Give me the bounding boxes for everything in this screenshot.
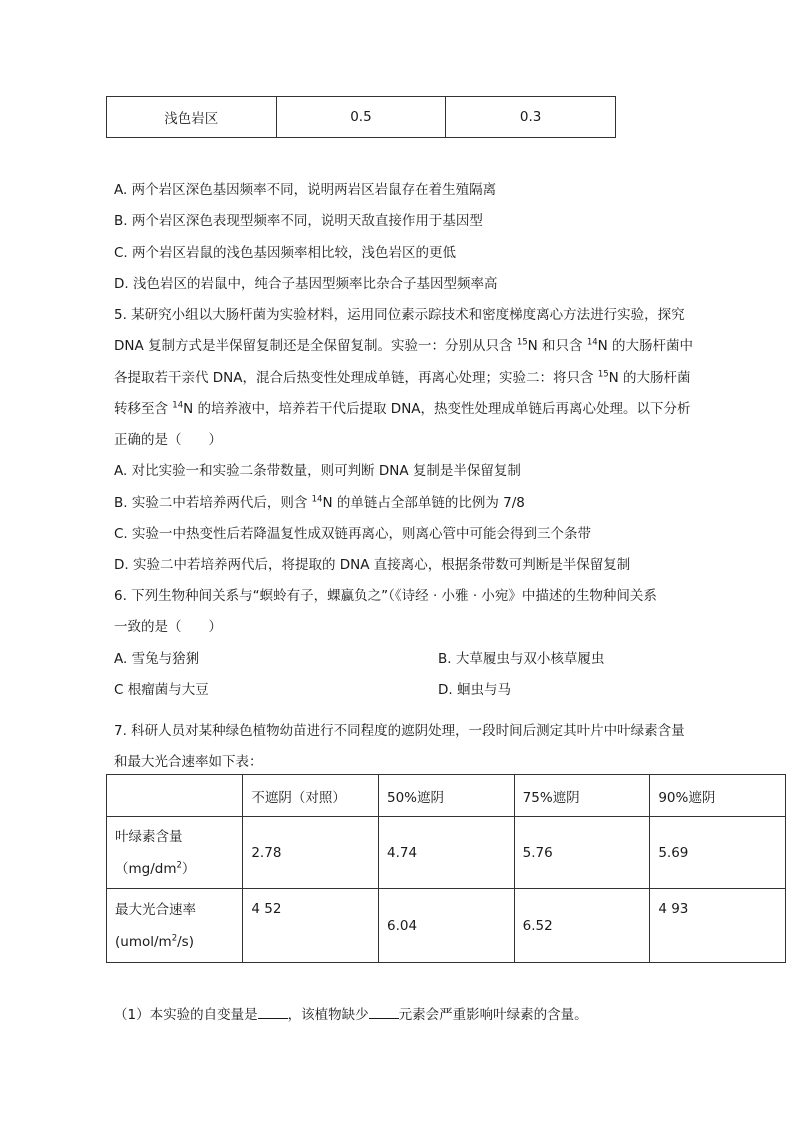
superscript: 14 xyxy=(586,337,598,348)
superscript: 14 xyxy=(172,400,184,411)
text: 元素会严重影响叶绿素的含量。 xyxy=(398,1007,588,1023)
row-label-line: 叶绿素含量 xyxy=(115,828,183,845)
row-label-line: 最大光合速率 xyxy=(115,901,196,918)
table-cell: 2.78 xyxy=(243,817,379,889)
text: /s) xyxy=(177,933,194,950)
q6-option-b: B. 大草履虫与双小核草履虫 xyxy=(438,651,605,667)
q5-stem-line5: 正确的是（ ） xyxy=(114,432,222,448)
header-cell xyxy=(107,775,243,817)
shading-data-table xyxy=(106,774,786,963)
table-header-row xyxy=(107,775,786,817)
table-cell: 6.04 xyxy=(379,889,515,963)
text: （1）本实验的自变量是 xyxy=(114,1007,258,1023)
table-cell: 4 93 xyxy=(650,889,786,963)
q7-stem-line1: 7. 科研人员对某种绿色植物幼苗进行不同程度的遮阴处理，一段时间后测定其叶片中叶绿素含量 xyxy=(114,723,685,739)
answer-blank[interactable] xyxy=(369,1006,399,1019)
superscript: 15 xyxy=(516,337,528,348)
text: ） xyxy=(181,860,196,877)
text: DNA 复制方式是半保留复制还是全保留复制。实验一：分别从只含 xyxy=(114,338,517,354)
superscript: 15 xyxy=(597,369,609,380)
header-cell: 不遮阴（对照） xyxy=(243,775,379,817)
table-row xyxy=(107,817,786,889)
q6-option-a: A. 雪兔与猞猁 xyxy=(114,651,200,667)
q5-option-c: C. 实验一中热变性后若降温复性成双链再离心，则离心管中可能会得到三个条带 xyxy=(114,526,592,542)
row-label-unit xyxy=(115,853,242,885)
text: N 的大肠杆菌中 xyxy=(597,338,694,354)
q5-option-d: D. 实验二中若培养两代后，将提取的 DNA 直接离心，根据条带数可判断是半保留复制 xyxy=(114,557,631,573)
q7-subquestion-1 xyxy=(114,1003,588,1023)
text: 转移至含 xyxy=(114,401,173,417)
q4-option-d: D. 浅色岩区的岩鼠中，纯合子基因型频率比杂合子基因型频率高 xyxy=(114,276,498,292)
table-row xyxy=(107,97,616,138)
table-cell: 5.76 xyxy=(514,817,650,889)
q5-stem-line3 xyxy=(114,366,691,386)
text: 各提取若干亲代 DNA，混合后热变性处理成单链，再离心处理；实验二：将只含 xyxy=(114,370,598,386)
table-cell: 0.5 xyxy=(276,97,446,138)
superscript: 14 xyxy=(311,494,323,505)
q7-stem-line2: 和最大光合速率如下表： xyxy=(114,754,263,770)
q6-option-c: C 根瘤菌与大豆 xyxy=(114,682,209,698)
text: N 和只含 xyxy=(527,338,587,354)
table-cell: 6.52 xyxy=(514,889,650,963)
q5-option-a: A. 对比实验一和实验二条带数量，则可判断 DNA 复制是半保留复制 xyxy=(114,463,521,479)
text: N 的培养液中，培养若干代后提取 DNA，热变性处理成单链后再离心处理。以下分析 xyxy=(183,401,691,417)
row-label xyxy=(107,889,243,963)
text: N 的单链占全部单链的比例为 7/8 xyxy=(322,495,525,511)
header-cell: 75%遮阴 xyxy=(514,775,650,817)
text: (umol/m xyxy=(115,933,172,950)
row-label xyxy=(107,817,243,889)
answer-blank[interactable] xyxy=(258,1006,288,1019)
q5-stem-line2 xyxy=(114,334,693,354)
q4-option-c: C. 两个岩区岩鼠的浅色基因频率相比较，浅色岩区的更低 xyxy=(114,245,457,261)
superscript: 2 xyxy=(171,933,178,943)
q4-option-a: A. 两个岩区深色基因频率不同，说明两岩区岩鼠存在着生殖隔离 xyxy=(114,182,497,198)
header-cell: 90%遮阴 xyxy=(650,775,786,817)
table-continued xyxy=(106,96,616,138)
text: ，该植物缺少 xyxy=(287,1007,369,1023)
text: B. 实验二中若培养两代后，则含 xyxy=(114,495,312,511)
q5-stem-line4 xyxy=(114,397,691,417)
table-row xyxy=(107,889,786,963)
q5-option-b xyxy=(114,491,525,511)
table-cell: 4 52 xyxy=(243,889,379,963)
table-cell: 0.3 xyxy=(446,97,616,138)
q6-stem-line1: 6. 下列生物种间关系与“螟蛉有子，蜾蠃负之”（《诗经 · 小雅 · 小宛》中描述的生物种间关系 xyxy=(114,588,657,604)
q5-stem-line1: 5. 某研究小组以大肠杆菌为实验材料，运用同位素示踪技术和密度梯度离心方法进行实验，探究 xyxy=(114,307,685,323)
table-cell: 浅色岩区 xyxy=(107,97,277,138)
header-cell: 50%遮阴 xyxy=(379,775,515,817)
superscript: 2 xyxy=(176,860,182,870)
row-label-unit xyxy=(115,926,242,958)
q4-option-b: B. 两个岩区深色表现型频率不同，说明天敌直接作用于基因型 xyxy=(114,213,483,229)
text: N 的大肠杆菌 xyxy=(608,370,691,386)
q6-option-d: D. 蛔虫与马 xyxy=(438,682,511,698)
table-cell: 4.74 xyxy=(379,817,515,889)
table-cell: 5.69 xyxy=(650,817,786,889)
text: （mg/dm xyxy=(115,860,177,877)
q6-stem-line2: 一致的是（ ） xyxy=(114,619,222,635)
